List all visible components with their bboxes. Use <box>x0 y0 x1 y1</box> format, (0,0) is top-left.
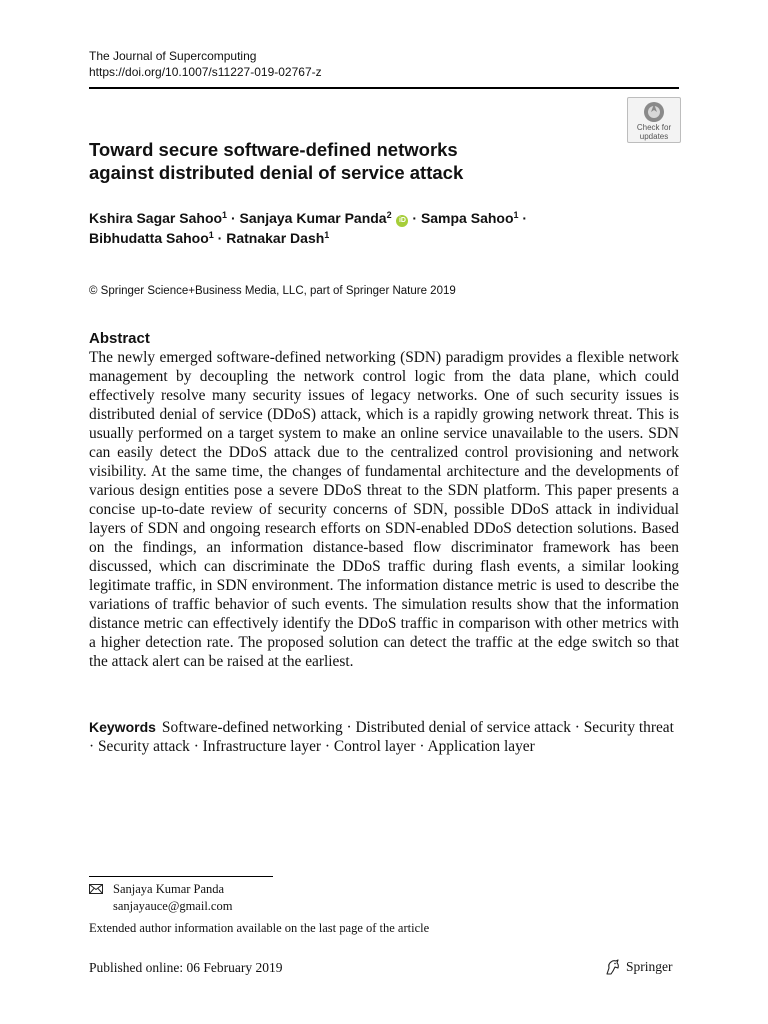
paper-title <box>89 138 609 184</box>
author-separator: · <box>227 210 240 226</box>
author-name[interactable]: Bibhudatta Sahoo <box>89 230 209 246</box>
author-separator: · <box>213 230 227 246</box>
corresponding-author <box>89 881 232 915</box>
author-list <box>89 208 649 248</box>
keywords-section <box>89 718 679 756</box>
check-for-updates-icon <box>642 101 666 123</box>
author-affiliation: 2 <box>386 210 392 220</box>
badge-line-2: updates <box>639 132 669 141</box>
author-affiliation: 1 <box>513 210 519 220</box>
header-divider <box>89 87 679 89</box>
doi-link[interactable]: https://doi.org/10.1007/s11227-019-02767-z <box>89 65 322 79</box>
keywords-label: Keywords <box>89 719 156 735</box>
springer-horse-icon <box>604 959 622 975</box>
author-name[interactable]: Kshira Sagar Sahoo <box>89 210 223 226</box>
author-affiliation: 1 <box>324 230 330 240</box>
author-name[interactable]: Sanjaya Kumar Panda <box>239 210 387 226</box>
journal-name: The Journal of Supercomputing <box>89 49 257 63</box>
check-for-updates-badge[interactable] <box>627 97 681 143</box>
author-affiliation: 1 <box>222 210 228 220</box>
corresponding-author-name: Sanjaya Kumar Panda <box>113 882 225 896</box>
title-line-1: Toward secure software-defined networks <box>89 139 458 160</box>
author-separator: · <box>518 210 528 226</box>
author-affiliation: 1 <box>208 230 214 240</box>
keywords-list: Software-defined networking · Distributed denial of service attack · Security threat · Security attack · Infrastructure layer · Control layer · Application layer <box>89 719 674 755</box>
title-line-2: against distributed denial of service attack <box>89 162 464 183</box>
journal-header <box>89 48 322 80</box>
corresponding-author-email[interactable]: sanjayauce@gmail.com <box>113 899 233 913</box>
author-name[interactable]: Sampa Sahoo <box>420 210 514 226</box>
extended-author-info: Extended author information available on the last page of the article <box>89 921 430 935</box>
footnote-divider <box>89 876 273 877</box>
orcid-icon[interactable]: iD <box>396 215 408 227</box>
author-name[interactable]: Ratnakar Dash <box>226 230 325 246</box>
publisher-logo <box>604 958 673 976</box>
author-separator: · <box>408 210 421 226</box>
publisher-name: Springer <box>626 959 673 974</box>
envelope-icon <box>89 884 103 894</box>
published-date: Published online: 06 February 2019 <box>89 960 283 975</box>
abstract-body: The newly emerged software-defined networking (SDN) paradigm provides a flexible network management by decoupling the network control logic from the data plane, which could effectively resolve many security issues of legacy networks. One of such security issues is distributed denial of service (DDoS) attack, which is a rapidly growing network threat. This is usually performed on a target system to make an online service unavailable to the users. SDN can easily detect the DDoS attack due to the centralized control provisioning and network visibility. At the same time, the changes of fundamental architecture and the developments of various design entities pose a severe DDoS threat to the SDN platform. This paper presents a concise up-to-date review of security concerns of SDN, possible DDoS attack in individual layers of SDN and ongoing research efforts on SDN-enabled DDoS detection solutions. Based on the findings, an information distance-based flow discriminator framework has been discussed, which can discriminate the DDoS traffic during flash events, a similar looking legitimate traffic, in SDN environment. The information distance metric is used to describe the variations of traffic behavior of such events. The simulation results show that the information distance metric can effectively identify the DDoS traffic in comparison with other metrics with a higher detection rate. The proposed solution can detect the traffic at the edge switch so that the attack alert can be raised at the earliest. <box>89 349 679 670</box>
badge-line-1: Check for <box>636 123 672 132</box>
copyright-notice: © Springer Science+Business Media, LLC, part of Springer Nature 2019 <box>89 285 456 297</box>
abstract-heading: Abstract <box>89 330 150 347</box>
